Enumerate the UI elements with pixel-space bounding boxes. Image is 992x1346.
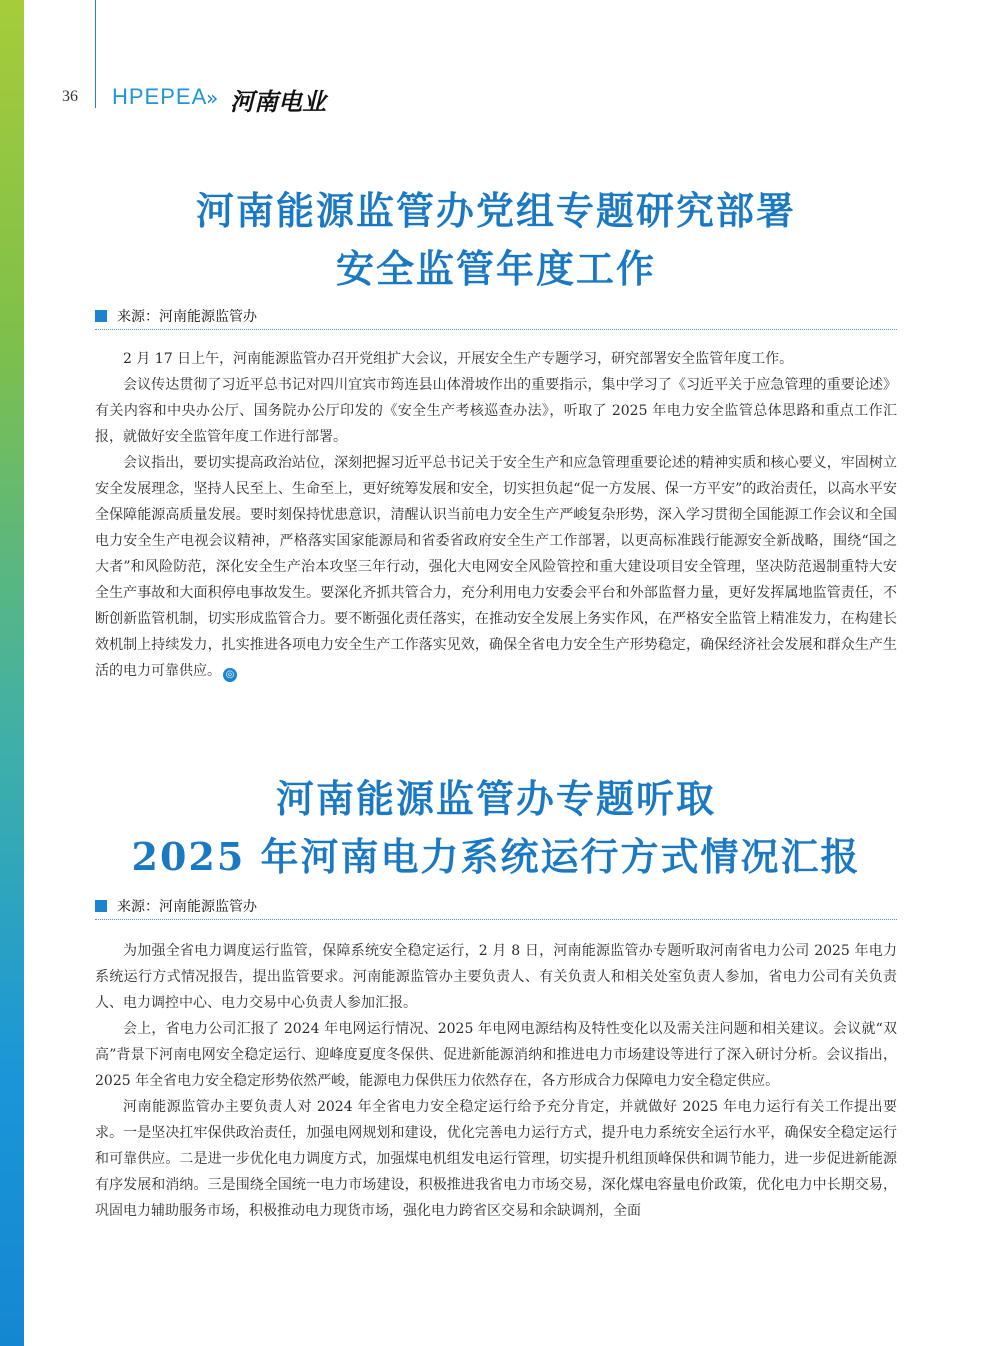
article1-source: 来源：河南能源监管办 <box>117 309 257 325</box>
article1-title-line1: 河南能源监管办党组专题研究部署 <box>195 188 796 233</box>
article1-paragraph-3-text: 会议指出，要切实提高政治站位，深刻把握习近平总书记关于安全生产和应急管理重要论述的精神实质和核心要义，牢固树立安全发展理念，坚持人民至上、生命至上，更好统筹发展和安全，切实担负起“促一方发展、保一方平安”的政治责任，以高水平安全保障能源高质量发展。要时刻保持忧患意识，清醒认识当前电力安全生产严峻复杂形势，深入学习贯彻全国能源工作会议和全国电力安全生产电视会议精神，严格落实国家能源局和省委省政府安全生产工作部署，以更高标准践行能源安全新战略，围绕“国之大者”和风险防范，深化安全生产治本攻坚三年行动，强化大电网安全风险管控和重大建设项目安全管理，坚决防范遏制重特大安全生产事故和大面积停电事故发生。要深化齐抓共管合力，充分利用电力安委会平台和外部监督力量，更好发挥属地监管责任，不断创新监管机制，切实形成监管合力。要不断强化责任落实，在推动安全发展上务实作风，在严格安全监管上精准发力，在构建长效机制上持续发力，扎实推进各项电力安全生产工作落实见效，确保全省电力安全生产形势稳定，确保经济社会发展和群众生产生活的电力可靠供应。 <box>95 455 897 679</box>
article1-body <box>95 346 897 684</box>
article1-title <box>95 182 897 298</box>
page-number: 36 <box>62 88 78 105</box>
article2-paragraph-3: 河南能源监管办主要负责人对 2024 年全省电力安全稳定运行给予充分肯定，并就做好 2025 年电力运行有关工作提出要求。一是坚决扛牢保供政治责任，加强电网规划和建设，优化完善电力运行方式，提升电力系统安全运行水平，确保安全稳定运行和可靠供应。二是进一步优化电力调度方式，加强煤电机组发电运行管理，切实提升机组顶峰保供和调节能力，进一步促进新能源有序发展和消纳。三是围绕全国统一电力市场建设，积极推进我省电力市场交易，深化煤电容量电价政策，优化电力中长期交易，巩固电力辅助服务市场，积极推动电力现货市场，强化电力跨省区交易和余缺调剂，全面 <box>95 1099 897 1219</box>
article2-title <box>95 770 897 886</box>
article2-paragraph-2: 会上，省电力公司汇报了 2024 年电网运行情况、2025 年电网电源结构及特性变化以及需关注问题和相关建议。会议就“双高”背景下河南电网安全稳定运行、迎峰度夏度冬保供、促进新能源消纳和推进电力市场建设等进行了深入研讨分析。会议指出，2025 年全省电力安全稳定形势依然严峻，能源电力保供压力依然存在，各方形成合力保障电力安全稳定供应。 <box>95 1021 897 1089</box>
article1-title-line2: 安全监管年度工作 <box>335 246 656 291</box>
header-vertical-rule <box>95 0 96 108</box>
blue-square-icon <box>95 310 107 322</box>
article1-source-row <box>95 305 897 330</box>
article1-paragraph-2: 会议传达贯彻了习近平总书记对四川宜宾市筠连县山体滑坡作出的重要指示，集中学习了《习近平关于应急管理的重要论述》有关内容和中央办公厅、国务院办公厅印发的《安全生产考核巡查办法》，听取了 2025 年电力安全监管总体思路和重点工作汇报，就做好安全监管年度工作进行部署。 <box>95 377 897 445</box>
article2-title-line2: 2025 年河南电力系统运行方式情况汇报 <box>131 834 861 879</box>
brand-latin-logo: HPEPEA <box>112 84 208 109</box>
article2-source-row <box>95 895 897 920</box>
circle-logo-icon: ◎ <box>223 668 237 682</box>
article2-title-line1: 河南能源监管办专题听取 <box>275 776 716 821</box>
article2-paragraph-1: 为加强全省电力调度运行监管，保障系统安全稳定运行，2 月 8 日，河南能源监管办专题听取河南省电力公司 2025 年电力系统运行方式情况报告，提出监管要求。河南能源监管办主要负责人、有关负责人和相关处室负责人参加，省电力公司有关负责人、电力调控中心、电力交易中心负责人参加汇报。 <box>95 943 897 1011</box>
article1-paragraph-3 <box>95 450 897 684</box>
double-chevron-icon: » <box>206 86 219 110</box>
brand-chinese-logo: 河南电业 <box>230 87 326 116</box>
article2-body <box>95 938 897 1224</box>
article2-source: 来源：河南能源监管办 <box>117 899 257 915</box>
blue-square-icon <box>95 900 107 912</box>
article1-paragraph-1: 2 月 17 日上午，河南能源监管办召开党组扩大会议，开展安全生产专题学习，研究部署安全监管年度工作。 <box>123 351 794 367</box>
page-side-gradient-bar <box>0 0 24 1346</box>
